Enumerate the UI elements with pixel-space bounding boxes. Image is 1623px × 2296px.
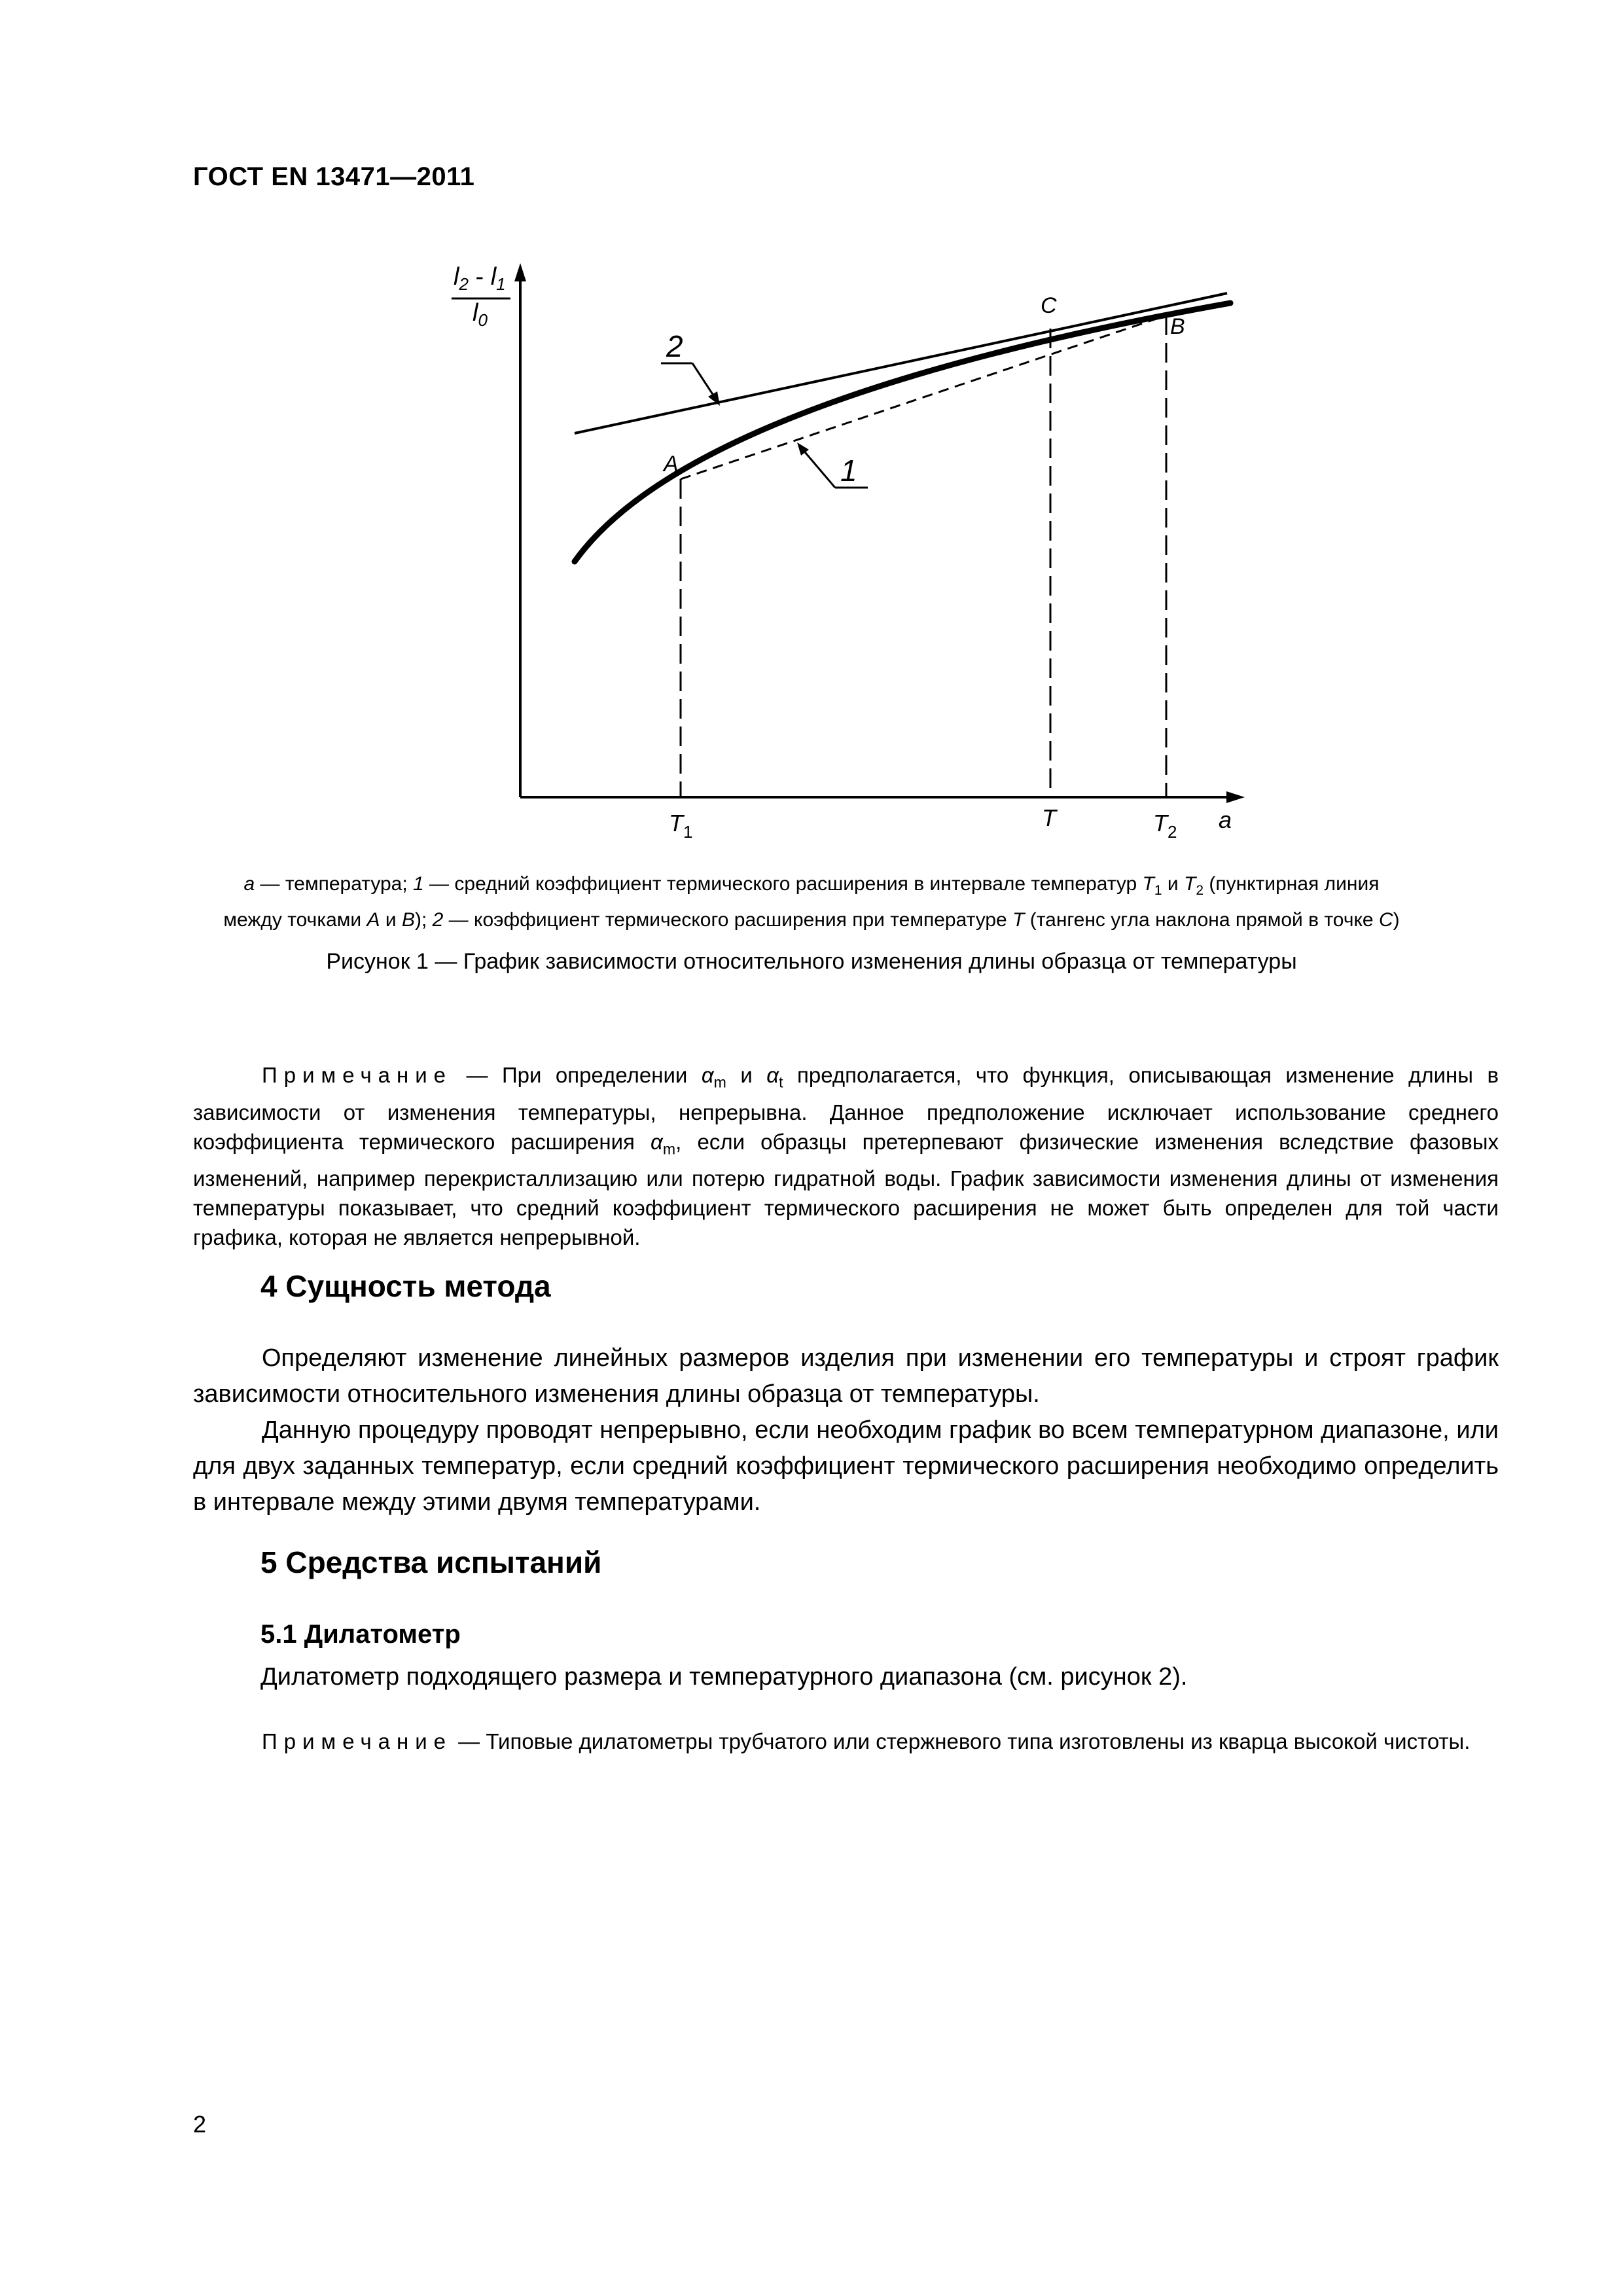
note-2-label: Примечание bbox=[262, 1729, 453, 1753]
callout-2-leader bbox=[692, 363, 716, 399]
x-tick-T: T bbox=[1042, 804, 1056, 831]
x-tick-T1: $T_1$ bbox=[669, 810, 693, 842]
figure-legend bbox=[196, 869, 1427, 935]
secant-line-1 bbox=[681, 315, 1166, 479]
note-1: Примечание — При определении $\alpha_m$ и $\alpha_t$ предполагается, что функция, описывающая изменение длины в зависимости от изменения температуры, непрерывна. Данное предположение исключает использование среднего коэффициента термического расширения $\alpha_m$, если образцы претерпевают физические изменения вследствие фазовых изменений, например перекристаллизацию или потерю гидратной воды. График зависимости изменения длины от изменения температуры показывает, что средний коэффициент термического расширения не может быть определен для той части графика, которая не является непрерывной. bbox=[193, 1063, 1499, 1250]
subsection-5-1-title: 5.1 Дилатометр bbox=[260, 1620, 461, 1649]
x-tick-T2: $T_2$ bbox=[1153, 810, 1177, 842]
note-2: Примечание — Типовые дилатометры трубчатого или стержневого типа изготовлены из кварца высокой чистоты. bbox=[262, 1729, 1471, 1753]
figure-caption: Рисунок 1 — График зависимости относительного изменения длины образца от температуры bbox=[326, 949, 1297, 974]
callout-2: 2 bbox=[666, 329, 683, 363]
y-axis-label-numerator: $l_2 - l_1$ bbox=[454, 263, 506, 294]
document-header: ГОСТ EN 13471—2011 bbox=[193, 162, 475, 191]
legend-line-1: a — температура; 1 — средний коэффициент термического расширения в интервале температур $T_1$ и $T_2$ (пунктирная линия bbox=[243, 873, 1380, 898]
point-label-C: C bbox=[1041, 293, 1057, 318]
subsection-5-1-body: Дилатометр подходящего размера и температурного диапазона (см. рисунок 2). bbox=[260, 1663, 1188, 1691]
legend-line-2: между точками A и B); 2 — коэффициент термического расширения при температуре T (тангенс угла наклона прямой в точке C) bbox=[223, 909, 1400, 931]
point-label-B: B bbox=[1170, 314, 1185, 339]
point-label-A: A bbox=[664, 452, 679, 476]
callout-1-leader bbox=[802, 448, 835, 488]
x-axis-label: a bbox=[1219, 806, 1232, 833]
note-label: Примечание bbox=[262, 1063, 453, 1087]
section-4-paragraph-1: Определяют изменение линейных размеров изделия при изменении его температуры и строят график зависимости относительного изменения длины образца от температуры. bbox=[193, 1344, 1499, 1408]
figure-1-chart bbox=[393, 249, 1296, 870]
section-4-title: 4 Сущность метода bbox=[260, 1269, 551, 1303]
x-axis-arrow bbox=[1226, 791, 1245, 803]
section-5-title: 5 Средства испытаний bbox=[260, 1545, 602, 1579]
section-4-body bbox=[193, 1340, 1499, 1520]
y-axis-label-denominator: $l_0$ bbox=[473, 299, 488, 330]
section-4-paragraph-2: Данную процедуру проводят непрерывно, если необходим график во всем температурном диапазоне, или для двух заданных температур, если средний коэффициент термического расширения необходимо определить в интервале между этими двумя температурами. bbox=[193, 1416, 1499, 1516]
callout-1: 1 bbox=[840, 454, 857, 488]
y-axis-arrow bbox=[514, 263, 526, 281]
page-number: 2 bbox=[193, 2111, 207, 2138]
